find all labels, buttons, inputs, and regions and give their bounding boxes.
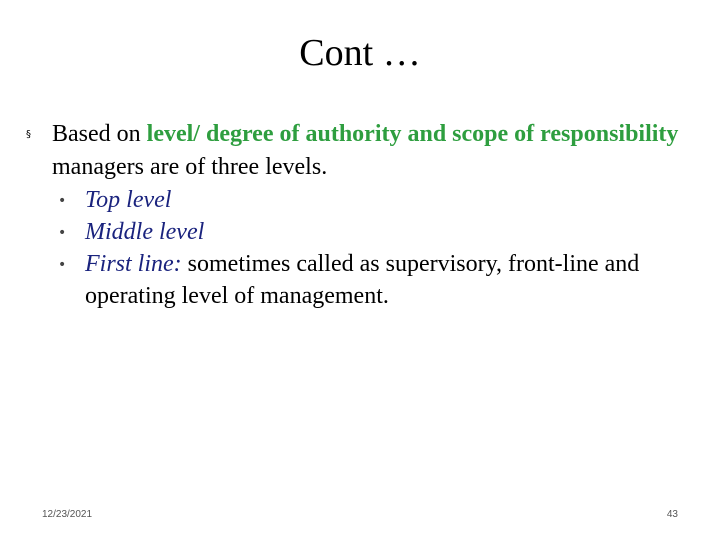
level-desc: sometimes called as supervisory, front-line and operating level of management. <box>85 251 640 309</box>
paragraph-intro: Based on <box>52 121 147 147</box>
dot-bullet-icon: • <box>58 225 67 241</box>
footer-date: 12/23/2021 <box>42 509 93 520</box>
paragraph-highlight: level/ degree of authority and scope of responsibility <box>146 121 679 147</box>
levels-list <box>52 184 692 312</box>
main-paragraph <box>52 118 692 312</box>
list-item-top-level <box>52 184 692 216</box>
level-label: Middle level <box>85 219 205 245</box>
dot-bullet-icon: • <box>58 193 67 209</box>
footer-page-number: 43 <box>666 509 678 520</box>
square-bullet-icon: § <box>26 129 31 140</box>
list-item-middle-level <box>52 216 692 248</box>
level-label: First line: <box>85 251 182 277</box>
slide-title: Cont … <box>299 32 421 74</box>
level-label: Top level <box>85 187 172 213</box>
dot-bullet-icon: • <box>58 257 67 273</box>
paragraph-rest: managers are of three levels. <box>52 154 328 180</box>
list-item-first-line <box>52 248 692 312</box>
